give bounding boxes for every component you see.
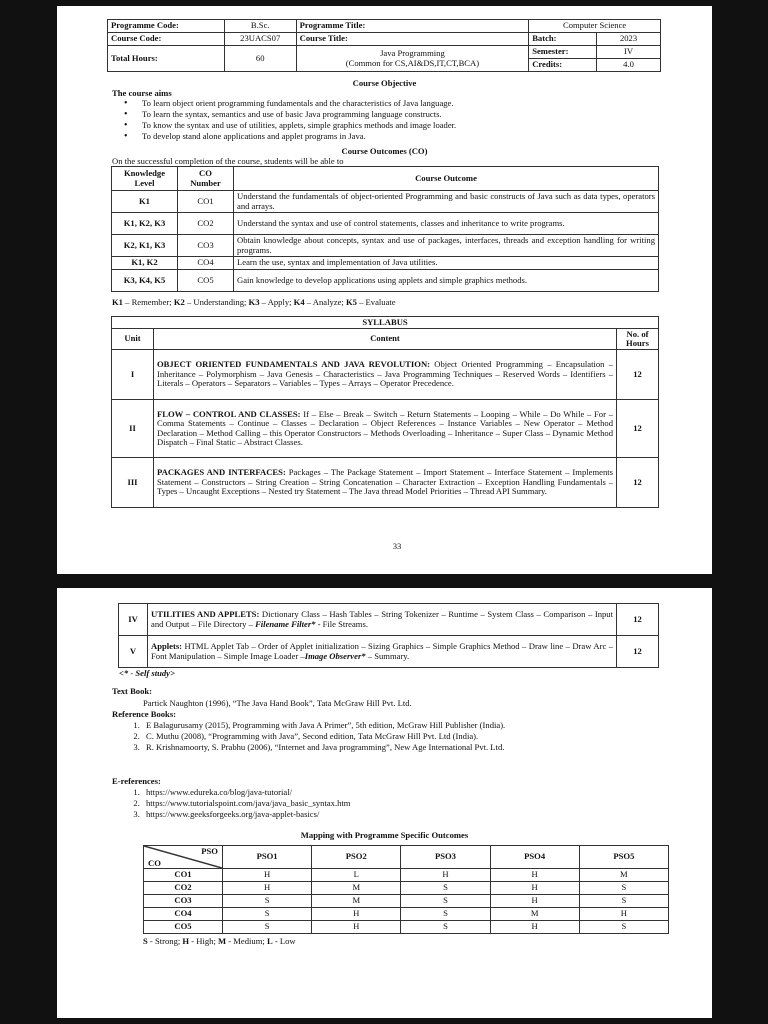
pso-value: S — [223, 895, 312, 908]
unit-number: IV — [119, 604, 148, 636]
programme-title-label: Programme Title: — [296, 20, 529, 33]
pso-value: H — [490, 921, 579, 934]
textbook-heading: Text Book: — [112, 686, 153, 696]
unit-title: FLOW – CONTROL AND CLASSES: — [157, 408, 301, 419]
pso-value: S — [579, 921, 668, 934]
pso-value: H — [490, 869, 579, 882]
content-header: Content — [154, 329, 617, 350]
pso-value: S — [401, 882, 490, 895]
co-number: CO4 — [178, 257, 234, 270]
course-code-value: 23UACS07 — [224, 33, 296, 46]
unit-hours: 12 — [617, 604, 659, 636]
legend-m: M — [217, 936, 227, 946]
legend-k4-text: – Analyze; — [304, 297, 346, 307]
textbook-entry: Partick Naughton (1996), “The Java Hand Book”, Tata McGraw Hill Pvt. Ltd. — [143, 698, 412, 708]
credits-value: 4.0 — [597, 59, 661, 72]
e-reference-link[interactable]: 3. https://www.geeksforgeeks.org/java-applet-basics/ — [142, 810, 682, 820]
pso-value: H — [223, 869, 312, 882]
legend-h-text: - High; — [189, 936, 218, 946]
legend-k1-text: – Remember; — [122, 297, 174, 307]
course-title-value — [296, 46, 529, 72]
pso-value: H — [490, 895, 579, 908]
pso-value: H — [401, 869, 490, 882]
co-level: K2, K1, K3 — [112, 235, 178, 257]
unit-title: PACKAGES AND INTERFACES: — [157, 467, 286, 478]
pso-value: M — [490, 908, 579, 921]
course-title-line2: (Common for CS,AI&DS,IT,CT,BCA) — [345, 57, 480, 68]
pso-column-header: PSO4 — [490, 846, 579, 869]
unit-number: I — [112, 350, 154, 400]
document-page-1 — [57, 6, 712, 574]
co-text: Learn the use, syntax and implementation of Java utilities. — [234, 257, 659, 270]
co-text: Understand the fundamentals of object-oriented Programming and basic constructs of Java such as data types, operators and arrays. — [234, 191, 659, 213]
co-number: CO3 — [178, 235, 234, 257]
co-text: Gain knowledge to develop applications using applets and simple graphics methods. — [234, 270, 659, 292]
legend-k1: K1 — [112, 297, 123, 307]
e-reference-link[interactable]: 1. https://www.edureka.co/blog/java-tutorial/ — [142, 788, 682, 798]
co-row-label: CO3 — [144, 895, 223, 908]
unit-topics-after: – Summary. — [365, 650, 410, 661]
co-number-header — [178, 167, 234, 191]
course-aims-heading: The course aims — [112, 88, 172, 98]
mapping-legend — [143, 936, 296, 946]
course-header-table — [107, 19, 661, 72]
course-title-line1: Java Programming — [380, 48, 445, 59]
self-study-topic: Filename Filter* — [255, 618, 316, 629]
aim-item: • To know the syntax and use of utilities, applets, simple graphics methods and image loader. — [142, 120, 456, 131]
co-row-label: CO5 — [144, 921, 223, 934]
e-references-heading: E-references: — [112, 776, 161, 786]
unit-content — [154, 400, 617, 458]
legend-m-text: - Medium; — [226, 936, 267, 946]
total-hours-value: 60 — [224, 46, 296, 72]
co-row-label: CO2 — [144, 882, 223, 895]
programme-code-label: Programme Code: — [108, 20, 225, 33]
course-title-label: Course Title: — [296, 33, 529, 46]
unit-hours: 12 — [617, 458, 659, 508]
pso-column-header: PSO1 — [223, 846, 312, 869]
co-number: CO1 — [178, 191, 234, 213]
batch-value: 2023 — [597, 33, 661, 46]
pso-value: H — [312, 921, 401, 934]
syllabus-table — [111, 316, 659, 508]
course-outcome-header: Course Outcome — [234, 167, 659, 191]
unit-hours: 12 — [617, 636, 659, 668]
legend-s-text: - Strong; — [147, 936, 183, 946]
hours-header-line2: Hours — [626, 338, 649, 348]
credits-label: Credits: — [529, 59, 597, 72]
unit-topics: Object Oriented Programming – Encapsulation – Inheritance – Polymorphism – Java Genesis – Characteristics – Java Programming Techniques – Reserved Words – Identifiers – Literals – Operators – Separators – Variables – Types – Arrays – Operator Precedence. — [157, 359, 613, 389]
course-aims-list — [112, 98, 456, 142]
course-outcomes-intro: On the successful completion of the course, students will be able to — [112, 156, 344, 166]
unit-content — [154, 350, 617, 400]
unit-content — [148, 636, 617, 668]
co-text: Understand the syntax and use of control statements, classes and inheritance to write programs. — [234, 213, 659, 235]
reference-books-list — [112, 721, 717, 753]
aim-item: • To develop stand alone applications and applet programs in Java. — [142, 131, 456, 142]
pso-value: M — [312, 895, 401, 908]
pso-column-header: PSO5 — [579, 846, 668, 869]
pso-co-corner-cell — [144, 846, 223, 869]
knowledge-header-line1: Knowledge — [123, 168, 166, 179]
unit-topics-after: - File Streams. — [315, 618, 368, 629]
unit-hours: 12 — [617, 350, 659, 400]
co-header-line1: CO — [199, 168, 212, 179]
hours-header-line1: No. of — [626, 328, 649, 339]
pso-value: L — [312, 869, 401, 882]
pso-value: H — [312, 908, 401, 921]
pso-value: H — [223, 882, 312, 895]
corner-pso-label: PSO — [201, 846, 218, 856]
knowledge-level-legend — [112, 297, 396, 307]
legend-l: L — [266, 936, 273, 946]
self-study-note-text: <* - Self study> — [119, 668, 175, 678]
semester-value: IV — [597, 46, 661, 59]
corner-co-label: CO — [148, 857, 161, 868]
unit-number: V — [119, 636, 148, 668]
legend-h: H — [182, 936, 190, 946]
co-number: CO5 — [178, 270, 234, 292]
legend-k2: K2 — [173, 297, 185, 307]
reference-item: 3. R. Krishnamoorty, S. Prabhu (2006), “Internet and Java programming”, New Age International Pvt. Ltd. — [142, 743, 717, 753]
hours-header — [617, 329, 659, 350]
knowledge-header-line2: Level — [134, 177, 155, 188]
pso-value: M — [312, 882, 401, 895]
legend-k5-text: – Evaluate — [356, 297, 396, 307]
pso-mapping-heading: Mapping with Programme Specific Outcomes — [300, 830, 469, 840]
co-text: Obtain knowledge about concepts, syntax and use of packages, interfaces, threads and exception handling for writing programs. — [234, 235, 659, 257]
programme-code-value: B.Sc. — [224, 20, 296, 33]
course-outcomes-table — [111, 166, 659, 292]
unit-topics: Packages – The Package Statement – Import Statement – Interface Statement – Implements Statement – Constructors – String Creation – String Concatenation – Character Extraction – Exception Handling Fundamentals – Types – Uncaught Exceptions – Nested try Statement – The Java thread Model Priorities – Thread API Summary. — [157, 467, 613, 497]
pso-value: S — [401, 908, 490, 921]
co-level: K1, K2 — [112, 257, 178, 270]
legend-k4: K4 — [293, 297, 305, 307]
unit-hours: 12 — [617, 400, 659, 458]
e-references-list — [112, 788, 682, 820]
self-study-topic: Image Observer* — [304, 650, 366, 661]
co-header-line2: Number — [190, 177, 221, 188]
self-study-note — [119, 668, 175, 678]
legend-k3-text: – Apply; — [259, 297, 294, 307]
unit-content — [148, 604, 617, 636]
unit-title: Applets: — [151, 641, 183, 652]
pso-value: S — [579, 882, 668, 895]
pso-value: S — [401, 895, 490, 908]
co-number: CO2 — [178, 213, 234, 235]
course-outcomes-heading: Course Outcomes (CO) — [341, 146, 428, 156]
total-hours-label: Total Hours: — [108, 46, 225, 72]
legend-k3: K3 — [248, 297, 260, 307]
unit-title: UTILITIES AND APPLETS: — [151, 609, 260, 620]
aim-item: • To learn the syntax, semantics and use of basic Java programming language constructs. — [142, 109, 456, 120]
programme-title-value: Computer Science — [529, 20, 661, 33]
unit-title: OBJECT ORIENTED FUNDAMENTALS AND JAVA REVOLUTION: — [157, 359, 431, 370]
unit-number: III — [112, 458, 154, 508]
aim-item: • To learn object orient programming fundamentals and the characteristics of Java language. — [142, 98, 456, 109]
co-row-label: CO4 — [144, 908, 223, 921]
batch-label: Batch: — [529, 33, 597, 46]
document-page-2 — [57, 588, 712, 1018]
pso-value: H — [490, 882, 579, 895]
unit-content — [154, 458, 617, 508]
pso-value: S — [579, 895, 668, 908]
unit-topics: HTML Applet Tab – Order of Applet initialization – Sizing Graphics – Simple Graphics Method – Draw line – Draw Arc – Font Manipulation – Simple Image Loader – — [151, 641, 613, 661]
unit-topics: If – Else – Break – Switch – Return Statements – Looping – While – Do While – For – Comma Statements – Continue – Classes – Declaration – Object References – Instance Variables – New Operator – Method Declaration – Method Calling – this Operator Constructors – Methods Overloading – Inheritance – Super Class – Dynamic Method Dispatch – Final Static – Abstract Classes. — [157, 408, 613, 447]
pso-value: M — [579, 869, 668, 882]
pso-value: S — [223, 921, 312, 934]
reference-item: 1. E Balagurusamy (2015), Programming with Java A Primer”, 5th edition, McGraw Hill Publisher (India). — [142, 721, 717, 731]
pso-value: S — [401, 921, 490, 934]
legend-l-text: - Low — [272, 936, 296, 946]
knowledge-level-header — [112, 167, 178, 191]
unit-topics: Dictionary Class – Hash Tables – String Tokenizer – Runtime – System Class – Comparison – Input and Output – File Directory – — [151, 609, 613, 629]
semester-label: Semester: — [529, 46, 597, 59]
course-objective-heading: Course Objective — [352, 78, 417, 88]
co-level: K1 — [112, 191, 178, 213]
legend-k2-text: – Understanding; — [184, 297, 249, 307]
legend-k5: K5 — [345, 297, 357, 307]
unit-number: II — [112, 400, 154, 458]
pso-mapping-table — [143, 845, 669, 934]
legend-s: S — [143, 936, 148, 946]
pso-column-header: PSO2 — [312, 846, 401, 869]
syllabus-heading: SYLLABUS — [112, 317, 659, 329]
pso-value: S — [223, 908, 312, 921]
syllabus-table-continued — [118, 603, 659, 668]
e-reference-link[interactable]: 2. https://www.tutorialspoint.com/java/java_basic_syntax.htm — [142, 799, 682, 809]
pso-column-header: PSO3 — [401, 846, 490, 869]
co-row-label: CO1 — [144, 869, 223, 882]
co-level: K1, K2, K3 — [112, 213, 178, 235]
reference-books-heading: Reference Books: — [112, 709, 177, 719]
pso-value: H — [579, 908, 668, 921]
page-number: 33 — [392, 541, 402, 551]
co-level: K3, K4, K5 — [112, 270, 178, 292]
course-code-label: Course Code: — [108, 33, 225, 46]
unit-header: Unit — [112, 329, 154, 350]
reference-item: 2. C. Muthu (2008), “Programming with Java”, Second edition, Tata McGraw Hill Pvt. Ltd (India). — [142, 732, 717, 742]
